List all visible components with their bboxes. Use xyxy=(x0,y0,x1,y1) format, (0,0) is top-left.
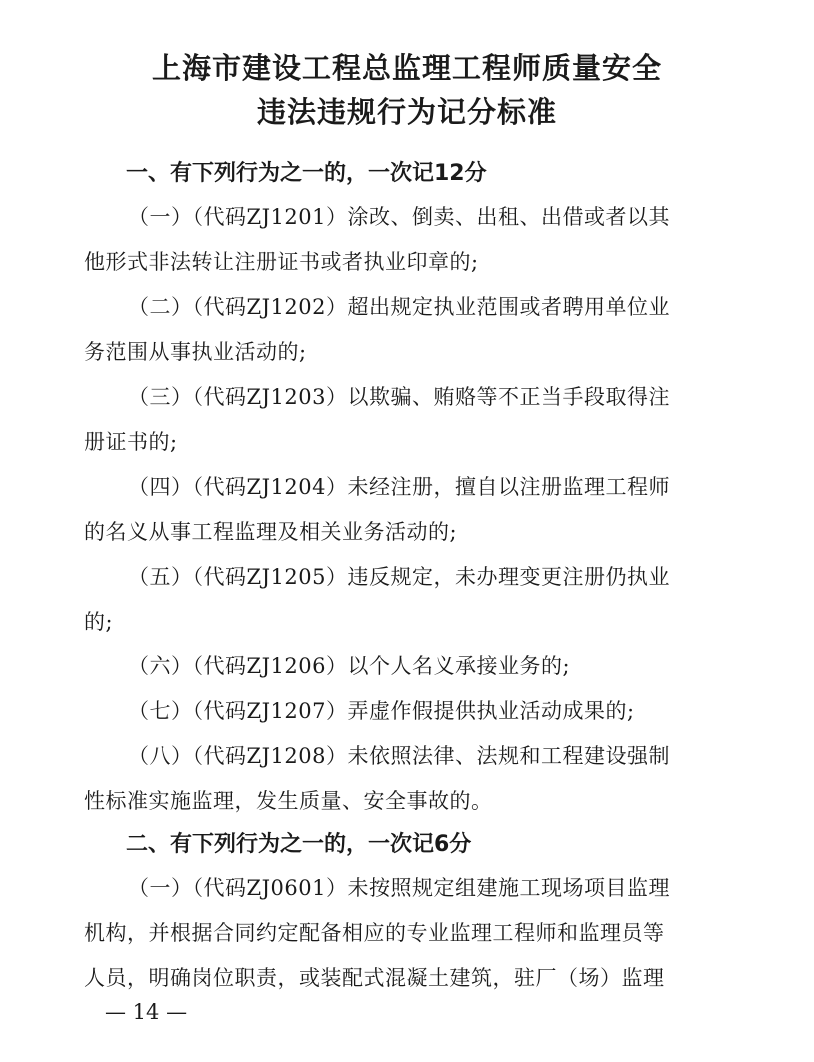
paragraph-line: 的名义从事工程监理及相关业务活动的; xyxy=(84,520,458,544)
paragraph-line: （五）（代码ZJ1205）违反规定，未办理变更注册仍执业 xyxy=(128,565,670,589)
paragraph-line: 性标准实施监理，发生质量、安全事故的。 xyxy=(84,789,493,813)
section-1-heading: 一、有下列行为之一的，一次记12分 xyxy=(126,161,487,186)
paragraph-line: （二）（代码ZJ1202）超出规定执业范围或者聘用单位业 xyxy=(128,295,670,319)
paragraph-line: 册证书的; xyxy=(84,430,178,454)
paragraph-line: 他形式非法转让注册证书或者执业印章的; xyxy=(84,250,479,274)
paragraph-line: （一）（代码ZJ1201）涂改、倒卖、出租、出借或者以其 xyxy=(128,205,670,229)
paragraph-line: 的; xyxy=(84,610,114,634)
paragraph-line: （三）（代码ZJ1203）以欺骗、贿赂等不正当手段取得注 xyxy=(128,385,670,409)
paragraph-line: 人员，明确岗位职责，或装配式混凝土建筑，驻厂（场）监理 xyxy=(84,966,665,990)
paragraph-line: （七）（代码ZJ1207）弄虚作假提供执业活动成果的; xyxy=(128,699,635,723)
paragraph-line: （一）（代码ZJ0601）未按照规定组建施工现场项目监理 xyxy=(128,876,670,900)
paragraph-line: 机构，并根据合同约定配备相应的专业监理工程师和监理员等 xyxy=(84,921,665,945)
paragraph-line: （四）（代码ZJ1204）未经注册，擅自以注册监理工程师 xyxy=(128,475,670,499)
paragraph-line: 务范围从事执业活动的; xyxy=(84,340,307,364)
page-number: — 14 — xyxy=(105,1000,188,1024)
document-title-line-2: 违法违规行为记分标准 xyxy=(256,95,557,129)
paragraph-line: （六）（代码ZJ1206）以个人名义承接业务的; xyxy=(128,654,571,678)
document-title-line-1: 上海市建设工程总监理工程师质量安全 xyxy=(151,51,662,85)
section-2-heading: 二、有下列行为之一的，一次记6分 xyxy=(126,832,472,857)
paragraph-line: （八）（代码ZJ1208）未依照法律、法规和工程建设强制 xyxy=(128,744,670,768)
